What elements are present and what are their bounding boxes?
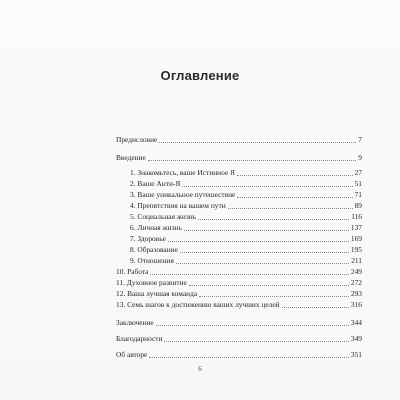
toc-entry-acknowledgements bbox=[116, 334, 362, 344]
toc-entry-chapter-13 bbox=[116, 300, 362, 310]
toc-entry-label: 13. Семь шагов к достижению ваших лучших целей bbox=[116, 300, 280, 309]
toc-entry-label: 3. Ваше уникальное путешествие bbox=[130, 190, 236, 199]
dot-leader bbox=[168, 241, 349, 242]
dot-leader bbox=[182, 186, 352, 187]
toc-entry-preface bbox=[116, 135, 362, 145]
dot-leader bbox=[184, 230, 349, 231]
toc-entry-conclusion bbox=[116, 318, 362, 328]
toc-entry-chapter-10 bbox=[116, 267, 362, 277]
toc-entry-label: 5. Социальная жизнь bbox=[130, 212, 197, 221]
toc-entry-label: 12. Ваша лучшая команда bbox=[116, 289, 198, 298]
toc-entry-label: Благодарности bbox=[116, 334, 163, 343]
toc-entry-page: 27 bbox=[354, 168, 362, 177]
toc-entry-chapter-2 bbox=[116, 179, 362, 189]
toc-entry-page: 272 bbox=[350, 278, 362, 287]
dot-leader bbox=[148, 160, 357, 161]
toc-entry-page: 211 bbox=[351, 256, 362, 265]
dot-leader bbox=[282, 307, 349, 308]
toc-entry-page: 137 bbox=[350, 223, 362, 232]
dot-leader bbox=[156, 325, 349, 326]
toc-entry-chapter-7 bbox=[116, 234, 362, 244]
dot-leader bbox=[180, 252, 349, 253]
page-number: 6 bbox=[198, 365, 202, 373]
toc-entry-label: Предисловие bbox=[116, 135, 158, 144]
toc-entry-chapter-11 bbox=[116, 278, 362, 288]
page-title: Оглавление bbox=[160, 68, 240, 83]
toc-entry-page: 344 bbox=[350, 318, 362, 327]
toc-entry-chapter-1 bbox=[116, 168, 362, 178]
toc-entry-chapter-9 bbox=[116, 256, 362, 266]
dot-leader bbox=[237, 197, 352, 198]
toc-entry-page: 71 bbox=[354, 190, 362, 199]
toc-entry-label: 7. Здоровье bbox=[130, 234, 166, 243]
toc-entry-page: 349 bbox=[350, 334, 362, 343]
toc-entry-page: 89 bbox=[354, 201, 362, 210]
toc-entry-label: 1. Знакомьтесь, ваше Истинное Я bbox=[130, 168, 235, 177]
dot-leader bbox=[176, 263, 349, 264]
toc-entry-label: 6. Личная жизнь bbox=[130, 223, 182, 232]
dot-leader bbox=[237, 175, 353, 176]
toc-entry-page: 293 bbox=[350, 289, 362, 298]
toc-entry-label: 11. Духовное развитие bbox=[116, 278, 187, 287]
toc-entry-page: 195 bbox=[350, 245, 362, 254]
dot-leader bbox=[228, 208, 353, 209]
toc-entry-page: 9 bbox=[358, 153, 362, 162]
dot-leader bbox=[198, 219, 349, 220]
toc-entry-label: Заключение bbox=[116, 318, 154, 327]
toc-entry-label: 10. Работа bbox=[116, 267, 149, 276]
toc-entry-page: 116 bbox=[351, 212, 362, 221]
dot-leader bbox=[149, 357, 349, 358]
toc-entry-chapter-4 bbox=[116, 201, 362, 211]
toc-entry-chapter-8 bbox=[116, 245, 362, 255]
toc-entry-label: 8. Образование bbox=[130, 245, 178, 254]
toc-entry-chapter-12 bbox=[116, 289, 362, 299]
toc-entry-page: 7 bbox=[358, 135, 362, 144]
toc-entry-label: Об авторе bbox=[116, 350, 148, 359]
toc-entry-label: 9. Отношения bbox=[130, 256, 174, 265]
toc-entry-chapter-3 bbox=[116, 190, 362, 200]
toc-entry-page: 249 bbox=[350, 267, 362, 276]
dot-leader bbox=[150, 274, 348, 275]
toc-entry-page: 316 bbox=[350, 300, 362, 309]
toc-entry-label: 4. Препятствия на вашем пути bbox=[130, 201, 226, 210]
dot-leader bbox=[199, 296, 349, 297]
toc-entry-chapter-5 bbox=[116, 212, 362, 222]
toc-entry-about-author bbox=[116, 350, 362, 360]
dot-leader bbox=[159, 142, 356, 143]
toc-entry-label: 2. Ваше Анти-Я bbox=[130, 179, 181, 188]
dot-leader bbox=[164, 341, 348, 342]
toc-entry-label: Введение bbox=[116, 153, 146, 162]
toc-entry-chapter-6 bbox=[116, 223, 362, 233]
toc-entry-page: 51 bbox=[354, 179, 362, 188]
toc-entry-introduction bbox=[116, 153, 362, 163]
dot-leader bbox=[189, 285, 349, 286]
toc-entry-page: 169 bbox=[350, 234, 362, 243]
toc-entry-page: 351 bbox=[350, 350, 362, 359]
